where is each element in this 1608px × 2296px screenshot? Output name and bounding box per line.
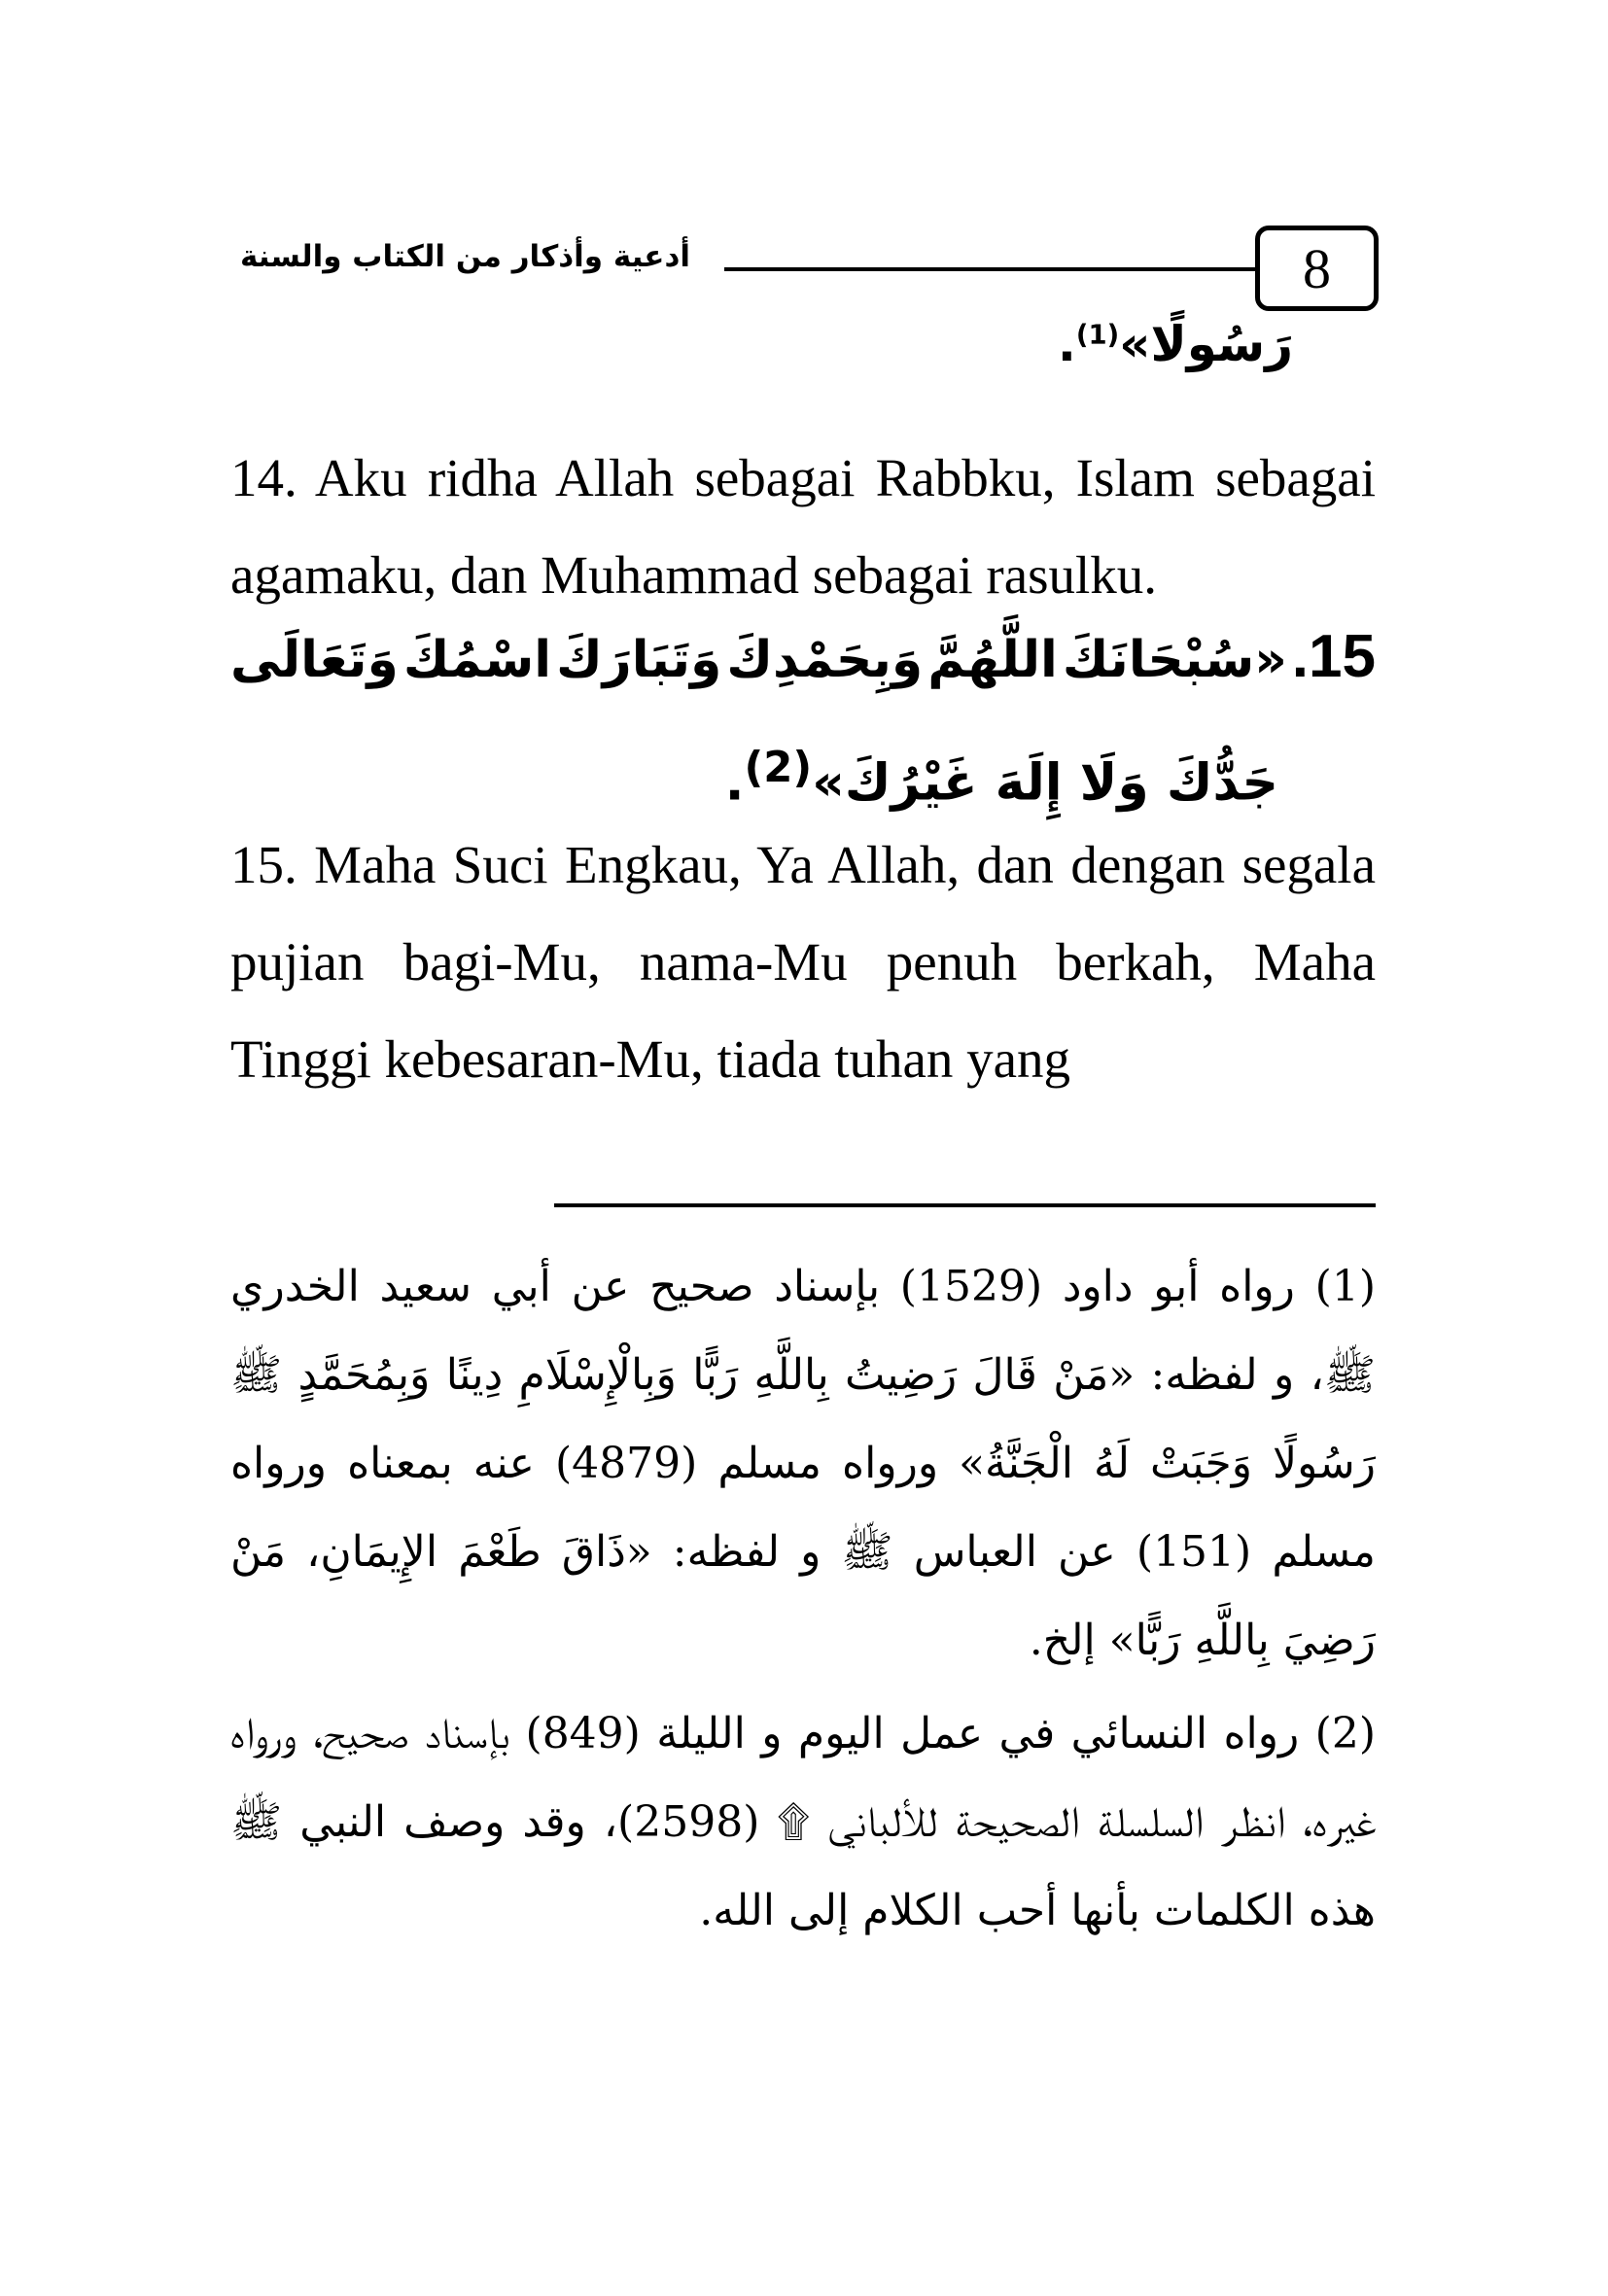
item-15-word-5: اسْمُكَ <box>402 631 552 689</box>
footnote-ref-2: (2) <box>744 744 813 792</box>
item-15-word-6: وَتَعَالَى <box>230 631 399 689</box>
item-15-word-1: «سُبْحَانَكَ <box>1062 631 1287 689</box>
arabic-continuation-line <box>1057 316 1293 372</box>
arabic-continuation-end: . <box>1057 316 1076 372</box>
item-15-word-4: وَتَبَارَكَ <box>556 631 722 689</box>
item-15-arabic-end: . <box>724 753 745 813</box>
item-15-translation: 15. Maha Suci Engkau, Ya Allah, dan dengan segala pujian bagi-Mu, nama-Mu penuh berkah, Maha Tinggi kebesaran-Mu, tiada tuhan yang <box>230 835 1376 1089</box>
page-number: 8 <box>1303 236 1331 300</box>
footnote-ref-1: (1) <box>1075 319 1120 351</box>
item-15-arabic <box>230 622 1376 817</box>
item-15-number: 15. <box>1291 623 1376 690</box>
running-title: أدعية وأذكار من الكتاب والسنة <box>239 239 690 274</box>
page-number-box <box>1255 226 1379 311</box>
item-15-arabic-line-1 <box>230 622 1376 719</box>
item-15-arabic-line-2-text: جَدُّكَ وَلَا إِلَهَ غَيْرُكَ» <box>812 753 1278 813</box>
item-15-arabic-line-2 <box>230 719 1376 817</box>
header-rule <box>724 267 1257 271</box>
footnote-1: (1) رواه أبو داود (1529) بإسناد صحيح عن أبي سعيد الخدري ﷺ، و لفظه: «مَنْ قَالَ رَضِيتُ بِاللَّهِ رَبًّا وَبِالْإِسْلَامِ دِينًا وَبِمُحَمَّدٍ ﷺ رَسُولًا وَجَبَتْ لَهُ الْجَنَّةُ» ورواه مسلم (4879) عنه بمعناه ورواه مسلم (151) عن العباس ﷺ و لفظه: «ذَاقَ طَعْمَ الإِيمَانِ، مَنْ رَضِيَ بِاللَّهِ رَبًّا» إلخ. <box>230 1262 1376 1665</box>
item-14-translation: 14. Aku ridha Allah sebagai Rabbku, Islam sebagai agamaku, dan Muhammad sebagai rasulku. <box>230 448 1376 605</box>
item-15-word-2: اللَّهُمَّ <box>927 631 1058 689</box>
footnote-2: (2) رواه النسائي في عمل اليوم و الليلة (849) بإسناد صحيح، ورواه غيره، انظر السلسلة الصحيحة للألباني ۩ (2598)، وقد وصف النبي ﷺ هذه الكلمات بأنها أحب الكلام إلى الله. <box>230 1709 1376 1935</box>
footnote-separator <box>554 1203 1376 1207</box>
arabic-continuation-text: رَسُولًا» <box>1119 316 1293 372</box>
item-15-word-3: وَبِحَمْدِكَ <box>726 631 924 689</box>
